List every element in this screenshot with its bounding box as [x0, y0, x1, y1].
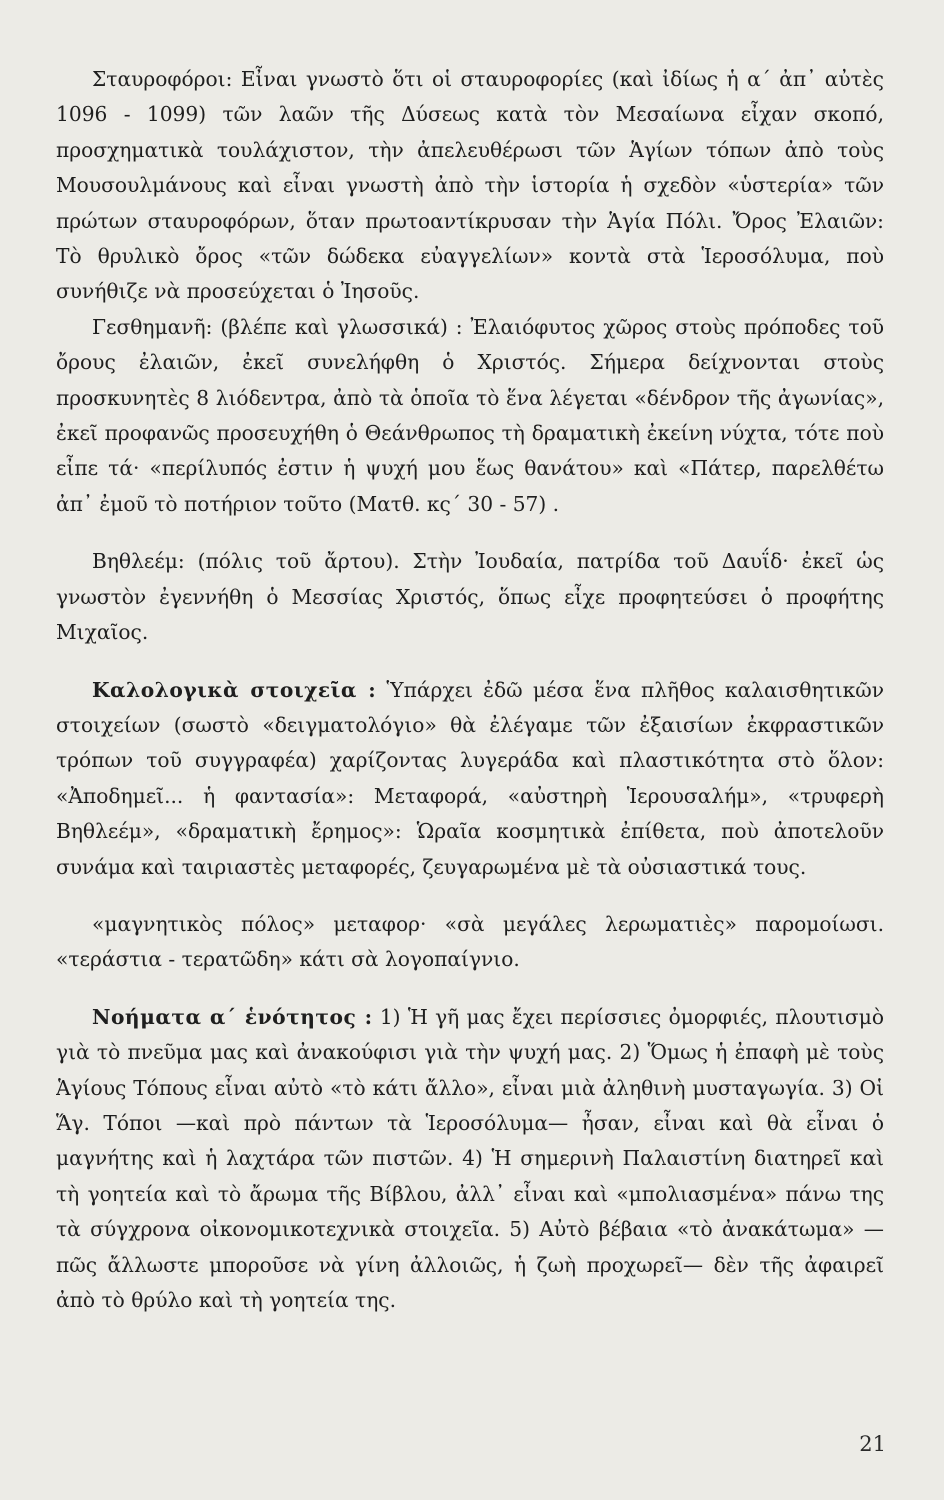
heading-kalologika: Καλολογικὰ στοιχεῖα :: [92, 677, 377, 702]
paragraph-kalologika: [56, 673, 884, 885]
term-gethsemane: Γεσθημανῆ:: [92, 314, 213, 339]
page-number: 21: [859, 1432, 886, 1456]
paragraph-metafores: [56, 907, 884, 978]
text-stavroforoi: Εἶναι γνωστὸ ὅτι οἱ σταυροφορίες (καὶ ἰδίως ἡ α΄ ἀπ᾿ αὐτὲς 1096 - 1099) τῶν λαῶν τῆς Δύσεως κατὰ τὸν Μεσαίωνα εἶχαν σκοπό, προσχηματικὰ τουλάχιστον, τὴν ἀπελευθέρωσι τῶν Ἁγίων τόπων ἀπὸ τοὺς Μουσουλμάνους καὶ εἶναι γνωστὴ ἀπὸ τὴν ἱστορία ἡ σχεδὸν «ὑστερία» τῶν πρώτων σταυροφόρων, ὅταν πρωτοαντίκρυσαν τὴν Ἁγία Πόλι. Ὄρος Ἐλαιῶν: Τὸ θρυλικὸ ὄρος «τῶν δώδεκα εὐαγγελίων» κοντὰ στὰ Ἱεροσόλυμα, ποὺ συνήθιζε νὰ προσεύχεται ὁ Ἰησοῦς.: [56, 67, 884, 304]
paragraph-noimata: [56, 1000, 884, 1319]
text-noimata: 1) Ἡ γῆ μας ἔχει περίσσιες ὀμορφιές, πλουτισμὸ γιὰ τὸ πνεῦμα μας καὶ ἀνακούφισι γιὰ τὴν ψυχή μας. 2) Ὅμως ἡ ἐπαφὴ μὲ τοὺς Ἁγίους Τόπους εἶναι αὐτὸ «τὸ κάτι ἄλλο», εἶναι μιὰ ἀληθινὴ μυσταγωγία. 3) Οἱ Ἅγ. Τόποι —καὶ πρὸ πάντων τὰ Ἱεροσόλυμα— ἦσαν, εἶναι καὶ θὰ εἶναι ὁ μαγνήτης καὶ ἡ λαχτάρα τῶν πιστῶν. 4) Ἡ σημερινὴ Παλαιστίνη διατηρεῖ καὶ τὴ γοητεία καὶ τὸ ἄρωμα τῆς Βίβλου, ἀλλ᾿ εἶναι καὶ «μπολιασμένα» πάνω της τὰ σύγχρονα οἰκονομικοτεχνικὰ στοιχεῖα. 5) Αὐτὸ βέβαια «τὸ ἀνακάτωμα» —πῶς ἄλλωστε μποροῦσε νὰ γίνη ἀλλοιῶς, ἡ ζωὴ προχωρεῖ— δὲν τῆς ἀφαιρεῖ ἀπὸ τὸ θρύλο καὶ τὴ γοητεία της.: [56, 1004, 884, 1312]
text-bethlehem: (πόλις τοῦ ἄρτου). Στὴν Ἰουδαία, πατρίδα τοῦ Δαυΐδ· ἐκεῖ ὡς γνωστὸν ἐγεννήθη ὁ Μεσσίας Χριστός, ὅπως εἶχε προφητεύσει ὁ προφήτης Μιχαῖος.: [56, 549, 884, 645]
text-kalologika: Ὑπάρχει ἐδῶ μέσα ἕνα πλῆθος καλαισθητικῶν στοιχείων (σωστὸ «δειγματολόγιο» θὰ ἐλέγαμε τῶν ἐξαισίων ἐκφραστικῶν τρόπων τοῦ συγγραφέα) χαρίζοντας λυγεράδα καὶ πλαστικότητα στὸ ὅλον: «Ἀποδημεῖ... ἡ φαντασία»: Μεταφορά, «αὐστηρὴ Ἱερουσαλήμ», «τρυφερὴ Βηθλεέμ», «δραματικὴ ἔρημος»: Ὡραῖα κοσμητικὰ ἐπίθετα, ποὺ ἀποτελοῦν συνάμα καὶ ταιριαστὲς μεταφορές, ζευγαρωμένα μὲ τὰ οὐσιαστικά τους.: [56, 677, 884, 879]
heading-noimata: Νοήματα α΄ ἑνότητος :: [92, 1004, 373, 1029]
page-body: [56, 62, 884, 1422]
paragraph-gethsemane: [56, 310, 884, 522]
paragraph-bethlehem: [56, 544, 884, 650]
term-bethlehem: Βηθλεέμ:: [92, 549, 185, 574]
text-gethsemane: (βλέπε καὶ γλωσσικά) : Ἐλαιόφυτος χῶρος στοὺς πρόποδες τοῦ ὄρους ἐλαιῶν, ἐκεῖ συνελήφθη ὁ Χριστός. Σήμερα δείχνονται στοὺς προσκυνητὲς 8 λιόδεντρα, ἀπὸ τὰ ὁποῖα τὸ ἕνα λέγεται «δένδρον τῆς ἀγωνίας», ἐκεῖ προφανῶς προσευχήθη ὁ Θεάνθρωπος τὴ δραματικὴ ἐκείνη νύχτα, τότε ποὺ εἶπε τά· «περίλυπός ἐστιν ἡ ψυχή μου ἕως θανάτου» καὶ «Πάτερ, παρελθέτω ἀπ᾿ ἐμοῦ τὸ ποτήριον τοῦτο (Ματθ. κς΄ 30 - 57) .: [56, 314, 884, 516]
term-stavroforoi: Σταυροφόροι:: [92, 67, 233, 91]
paragraph-stavroforoi: [56, 62, 884, 310]
text-metafores: «μαγνητικὸς πόλος» μεταφορ· «σὰ μεγάλες λερωματιὲς» παρομοίωσι. «τεράστια - τερατῶδη» κάτι σὰ λογοπαίγνιο.: [56, 911, 884, 972]
